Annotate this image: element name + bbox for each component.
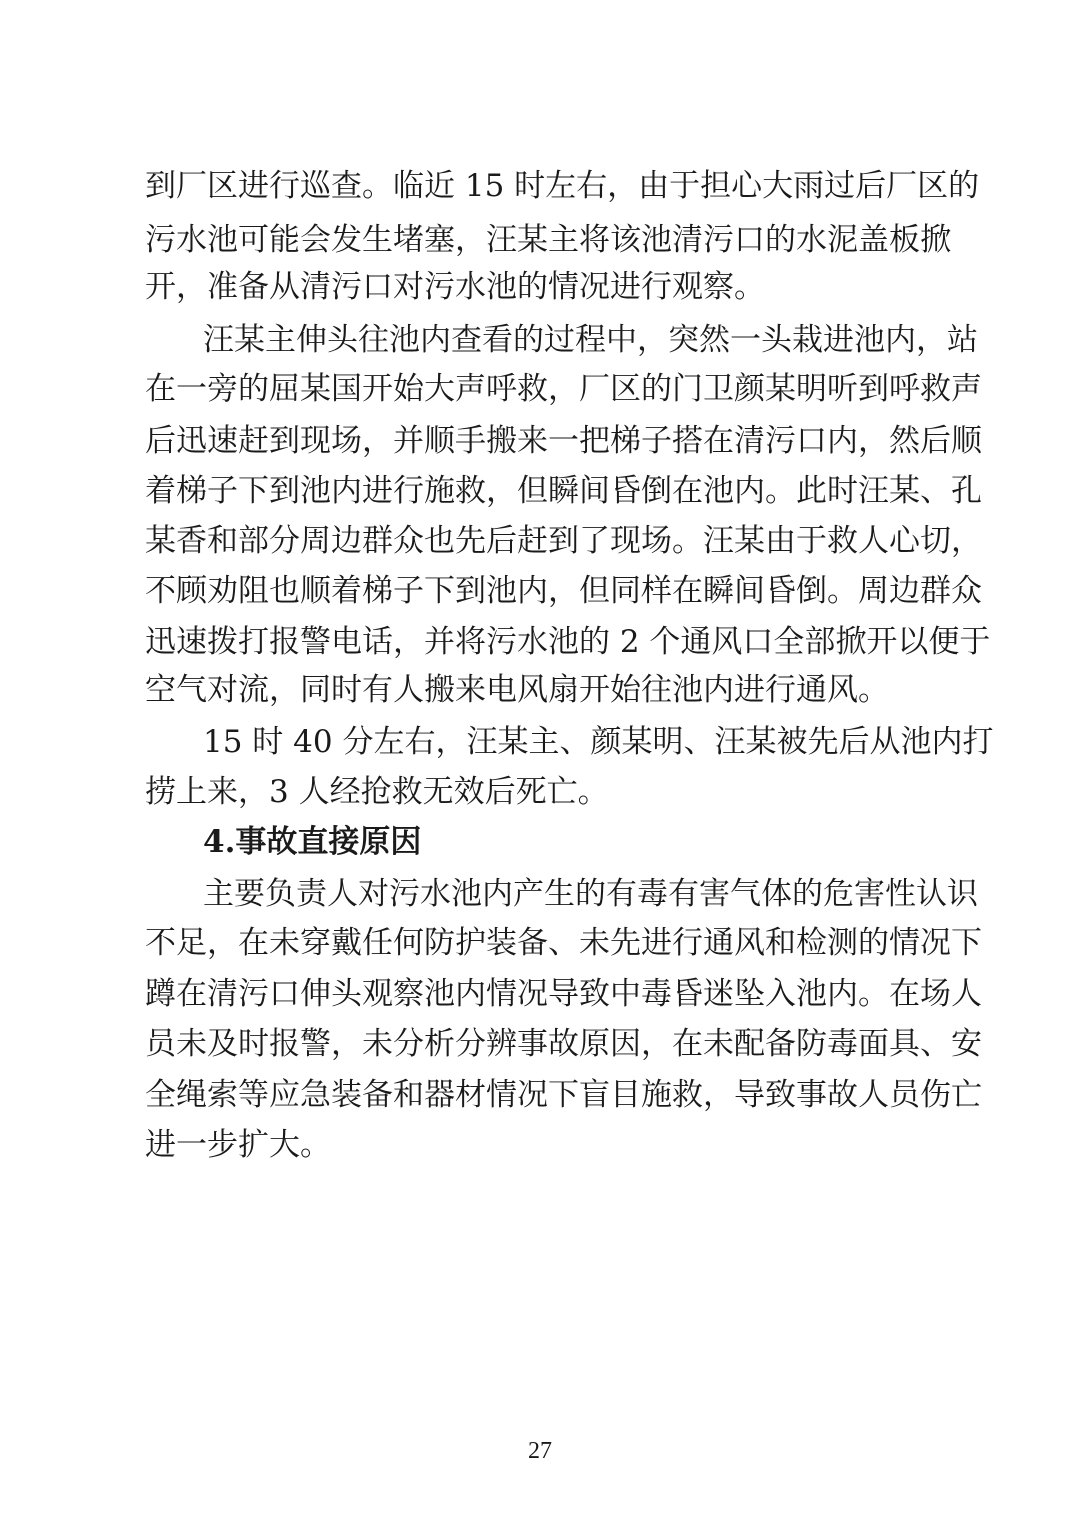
body-text-line: 开，准备从清污口对污水池的情况进行观察。 <box>145 269 765 305</box>
page-number: 27 <box>528 1438 552 1464</box>
body-text-line: 后迅速赶到现场，并顺手搬来一把梯子搭在清污口内，然后顺 <box>145 423 982 459</box>
body-text-line: 蹲在清污口伸头观察池内情况导致中毒昏迷坠入池内。在场人 <box>145 976 982 1012</box>
paragraph-first-line: 15 时 40 分左右，汪某主、颜某明、汪某被先后从池内打 <box>203 724 994 760</box>
body-text-line: 着梯子下到池内进行施救，但瞬间昏倒在池内。此时汪某、孔 <box>145 473 982 509</box>
body-text-line: 捞上来，3 人经抢救无效后死亡。 <box>145 774 609 810</box>
body-text-line: 污水池可能会发生堵塞，汪某主将该池清污口的水泥盖板掀 <box>145 222 951 258</box>
body-text-line: 到厂区进行巡查。临近 15 时左右，由于担心大雨过后厂区的 <box>145 168 980 204</box>
body-text-line: 在一旁的屈某国开始大声呼救，厂区的门卫颜某明听到呼救声 <box>145 371 982 407</box>
paragraph-first-line: 主要负责人对污水池内产生的有毒有害气体的危害性认识 <box>203 876 978 912</box>
body-text-line: 迅速拨打报警电话，并将污水池的 2 个通风口全部掀开以便于 <box>145 624 991 660</box>
paragraph-first-line: 汪某主伸头往池内查看的过程中，突然一头栽进池内，站 <box>203 322 978 358</box>
body-text-line: 不顾劝阻也顺着梯子下到池内，但同样在瞬间昏倒。周边群众 <box>145 573 982 609</box>
body-text-line: 进一步扩大。 <box>145 1127 331 1163</box>
body-text-line: 空气对流，同时有人搬来电风扇开始往池内进行通风。 <box>145 672 889 708</box>
body-text-line: 员未及时报警，未分析分辨事故原因，在未配备防毒面具、安 <box>145 1026 982 1062</box>
body-text-line: 全绳索等应急装备和器材情况下盲目施救，导致事故人员伤亡 <box>145 1077 982 1113</box>
section-heading: 4.事故直接原因 <box>203 824 422 860</box>
body-text-line: 某香和部分周边群众也先后赶到了现场。汪某由于救人心切， <box>145 523 982 559</box>
body-text-line: 不足，在未穿戴任何防护装备、未先进行通风和检测的情况下 <box>145 925 982 961</box>
